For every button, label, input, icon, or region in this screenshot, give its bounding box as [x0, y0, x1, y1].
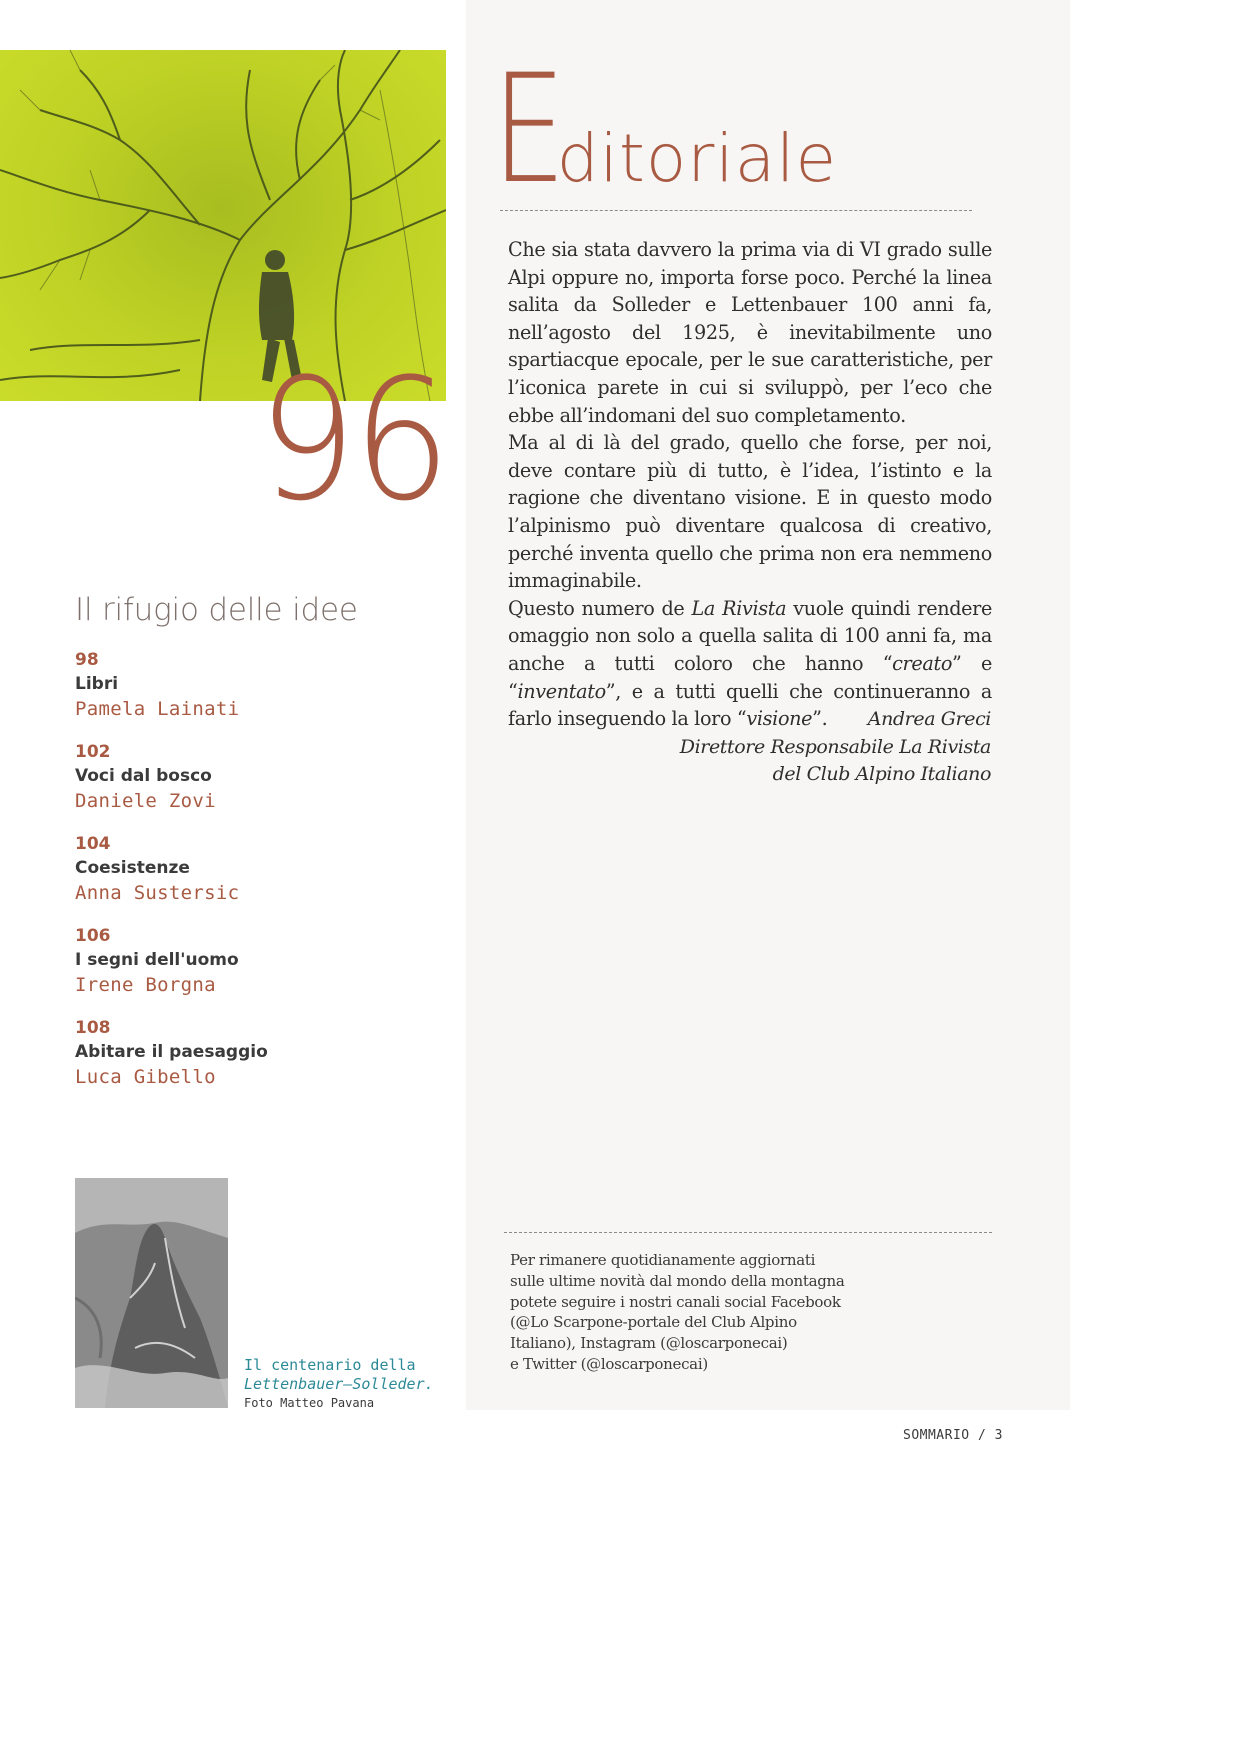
- signature-org: del Club Alpino Italiano: [772, 763, 991, 786]
- toc-author: Luca Gibello: [75, 1066, 216, 1088]
- table-of-contents: [75, 648, 455, 1108]
- toc-author: Daniele Zovi: [75, 790, 216, 812]
- emphasis: visione: [746, 707, 813, 731]
- caption-line: Il centenario della: [244, 1356, 416, 1374]
- editorial-heading-rest: ditoriale: [556, 120, 838, 197]
- text-run: ”, e a tutti quelli che continueranno a farlo inseguendo la loro “: [508, 679, 992, 731]
- emphasis: creato: [892, 651, 953, 675]
- caption-line-italic: Lettenbauer–Solleder.: [244, 1375, 434, 1393]
- toc-article-title: Coesistenze: [75, 858, 190, 878]
- toc-article-title: I segni dell'uomo: [75, 950, 239, 970]
- signature-role: Direttore Responsabile La Rivista: [679, 735, 991, 758]
- signature-name: Andrea Greci: [867, 708, 991, 730]
- editorial-body: [508, 236, 992, 733]
- photo-caption: [244, 1356, 434, 1413]
- toc-page-number: 98: [75, 650, 99, 670]
- text-run: ” e “: [508, 651, 992, 703]
- toc-page-number: 108: [75, 1018, 111, 1038]
- toc-page-number: 104: [75, 834, 111, 854]
- page-footer: SOMMARIO / 3: [903, 1428, 1003, 1443]
- toc-page-number: 102: [75, 742, 111, 762]
- photo-credit: Foto Matteo Pavana: [244, 1396, 375, 1410]
- text-run: Questo numero de: [508, 596, 692, 620]
- toc-author: Anna Sustersic: [75, 882, 240, 904]
- section-title: Il rifugio delle idee: [75, 592, 358, 628]
- text-run: vuole quindi rendere omaggio non solo a quella salita di 100 anni fa, ma anche a tutti coloro che hanno “: [508, 596, 992, 675]
- issue-number: 96: [258, 342, 448, 538]
- magazine-name: La Rivista: [691, 596, 787, 620]
- toc-article-title: Libri: [75, 674, 119, 694]
- toc-item[interactable]: [75, 648, 455, 740]
- editorial-paragraph: Ma al di là del grado, quello che forse, per noi, deve contare più di tutto, è l’idea, l’istinto e la ragione che diventano visione. E in questo modo l’alpinismo può diventare qualcosa di creativo, perché inventa quello che prima non era nemmeno immaginabile.: [508, 431, 992, 593]
- toc-item[interactable]: [75, 924, 455, 1016]
- social-line: sulle ultime novità dal mondo della montagna: [510, 1271, 845, 1290]
- social-line: e Twitter (@loscarponecai): [510, 1354, 708, 1373]
- editorial-heading-initial: E: [492, 43, 566, 217]
- social-line: (@Lo Scarpone-portale del Club Alpino: [510, 1313, 797, 1332]
- toc-author: Irene Borgna: [75, 974, 216, 996]
- editorial-paragraph: Che sia stata davvero la prima via di VI grado sulle Alpi oppure no, importa forse poco. Perché la linea salita da Solleder e Lettenbauer 100 anni fa, nell’agosto del 1925, è inevitabilmente uno spartiacque epocale, per le sue caratteristiche, per l’iconica parete in cui si sviluppò, per l’eco che ebbe all’indomani del suo completamento.: [508, 238, 992, 427]
- toc-item[interactable]: [75, 832, 455, 924]
- toc-author: Pamela Lainati: [75, 698, 240, 720]
- social-line: potete seguire i nostri canali social Facebook: [510, 1292, 841, 1311]
- social-line: Per rimanere quotidianamente aggiornati: [510, 1251, 816, 1269]
- editorial-heading: [492, 43, 838, 217]
- toc-page-number: 106: [75, 926, 111, 946]
- emphasis: inventato: [517, 679, 606, 703]
- toc-item[interactable]: [75, 1016, 455, 1108]
- toc-item[interactable]: [75, 740, 455, 832]
- social-line: Italiano), Instagram (@loscarponecai): [510, 1334, 788, 1353]
- divider: [500, 210, 972, 211]
- toc-article-title: Voci dal bosco: [75, 766, 212, 786]
- rock-photo: [75, 1178, 228, 1408]
- mountain-drawing: [75, 1178, 228, 1408]
- divider: [504, 1232, 992, 1233]
- social-info: [510, 1250, 870, 1375]
- text-run: ”.: [812, 707, 828, 731]
- toc-article-title: Abitare il paesaggio: [75, 1042, 268, 1062]
- editorial-signature: [680, 706, 991, 789]
